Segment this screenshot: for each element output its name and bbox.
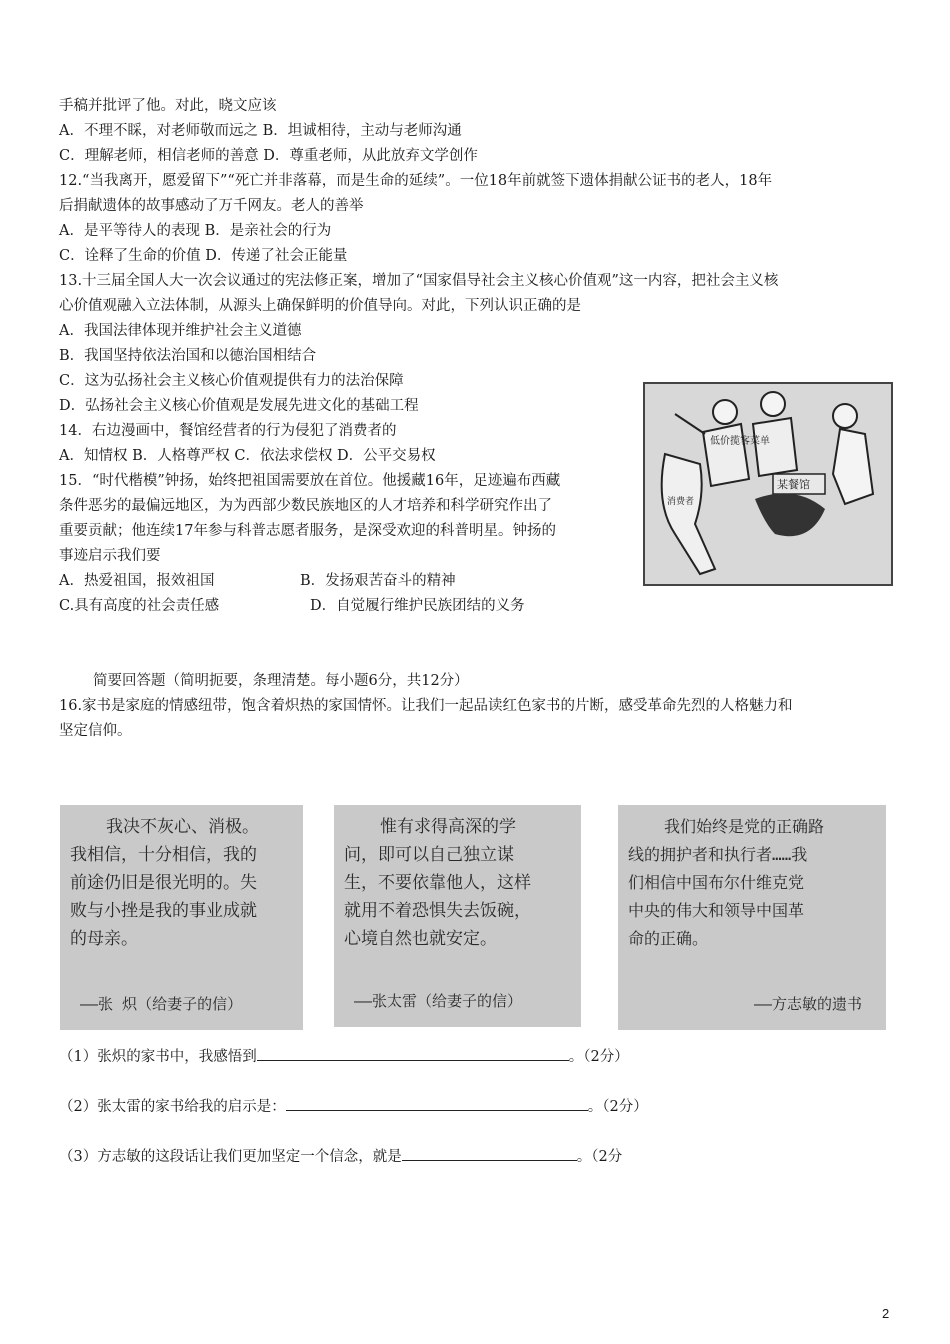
text-line: A．是平等待人的表现 B．是亲社会的行为 bbox=[59, 223, 332, 239]
sub-question-text: （3）方志敏的这段话让我们更加坚定一个信念，就是 bbox=[59, 1149, 402, 1165]
letter-line: 我们始终是党的正确路 bbox=[664, 817, 825, 836]
text-line: 手稿并批评了他。对此，晓文应该 bbox=[59, 98, 277, 114]
q16-line: 16.家书是家庭的情感纽带，饱含着炽热的家国情怀。让我们一起品读红色家书的片断，感受革命先烈的人格魅力和 bbox=[59, 698, 793, 714]
sub-question-3 bbox=[59, 1146, 622, 1166]
text-line: 13.十三届全国人大一次会议通过的宪法修正案，增加了“国家倡导社会主义核心价值观”这一内容，把社会主义核 bbox=[59, 273, 779, 289]
letter-line: 的母亲。 bbox=[70, 929, 138, 949]
text-line: C．这为弘扬社会主义核心价值观提供有力的法治保障 bbox=[59, 373, 404, 389]
q15-option-b: B．发扬艰苦奋斗的精神 bbox=[300, 573, 456, 589]
letter-image-fangzhimin bbox=[618, 805, 886, 1030]
letter-line: 线的拥护者和执行者……我 bbox=[628, 845, 808, 864]
letter-line: 中央的伟大和领导中国革 bbox=[628, 901, 805, 920]
text-line: 后捐献遗体的故事感动了万千网友。老人的善举 bbox=[59, 198, 364, 214]
score-label: 。（2分） bbox=[587, 1099, 648, 1115]
menu1-label: 低价揽客菜单 bbox=[710, 436, 770, 447]
sub-question-text: （1）张炽的家书中，我感悟到 bbox=[59, 1049, 257, 1065]
q15-option-c: C.具有高度的社会责任感 bbox=[59, 598, 220, 614]
text-line: 14．右边漫画中，餐馆经营者的行为侵犯了消费者的 bbox=[59, 423, 397, 439]
text-line: D．弘扬社会主义核心价值观是发展先进文化的基础工程 bbox=[59, 398, 419, 414]
q16-line: 坚定信仰。 bbox=[59, 723, 132, 739]
letter-line: 生，不要依靠他人，这样 bbox=[344, 873, 531, 893]
text-line: A．知情权 B．人格尊严权 C．依法求偿权 D．公平交易权 bbox=[59, 448, 436, 464]
consumer-label: 消费者 bbox=[667, 497, 695, 507]
letter-line: 惟有求得高深的学 bbox=[380, 817, 516, 837]
text-line: 12.“当我离开，愿爱留下”“死亡并非落幕，而是生命的延续”。一位18年前就签下遗体捐献公证书的老人，18年 bbox=[59, 173, 773, 189]
text-line: 事迹启示我们要 bbox=[59, 548, 161, 564]
letter-line: 问，即可以自己独立谋 bbox=[344, 845, 514, 865]
answer-blank[interactable] bbox=[402, 1146, 577, 1161]
letter-line: 败与小挫是我的事业成就 bbox=[70, 901, 257, 921]
q15-option-d: D．自觉履行维护民族团结的义务 bbox=[310, 598, 525, 614]
section-title: 简要回答题（简明扼要，条理清楚。每小题6分，共12分） bbox=[93, 673, 469, 689]
text-line: 重要贡献；他连续17年参与科普志愿者服务，是深受欢迎的科普明星。钟扬的 bbox=[59, 523, 556, 539]
letter-signature: ——方志敏的遗书 bbox=[753, 995, 862, 1013]
sub-question-2 bbox=[59, 1096, 648, 1116]
cartoon-drawing bbox=[645, 384, 891, 584]
text-line: C．诠释了生命的价值 D．传递了社会正能量 bbox=[59, 248, 348, 264]
letter-line: 我决不灰心、消极。 bbox=[106, 817, 259, 837]
text-line: 15．“时代楷模”钟扬，始终把祖国需要放在首位。他援藏16年，足迹遍布西藏 bbox=[59, 473, 561, 489]
text-line: A．不理不睬，对老师敬而远之 B．坦诚相待，主动与老师沟通 bbox=[59, 123, 462, 139]
letter-signature: ——张 炽（给妻子的信） bbox=[80, 995, 243, 1013]
letter-signature: ——张太雷（给妻子的信） bbox=[354, 992, 523, 1010]
sub-question-1 bbox=[59, 1046, 629, 1066]
letter-line: 就用不着恐惧失去饭碗， bbox=[344, 901, 531, 921]
letter-line: 心境自然也就安定。 bbox=[344, 929, 497, 949]
answer-blank[interactable] bbox=[286, 1096, 588, 1111]
letter-image-zhangtailei bbox=[334, 805, 581, 1027]
page-number: 2 bbox=[882, 1306, 890, 1321]
letter-image-zhangchi bbox=[60, 805, 303, 1030]
score-label: 。（2分 bbox=[576, 1149, 623, 1165]
letter-line: 命的正确。 bbox=[628, 929, 709, 948]
shop-label: 某餐馆 bbox=[777, 478, 810, 491]
text-line: C．理解老师，相信老师的善意 D．尊重老师，从此放弃文学创作 bbox=[59, 148, 478, 164]
sub-question-text: （2）张太雷的家书给我的启示是： bbox=[59, 1099, 286, 1115]
q15-option-a: A．热爱祖国，报效祖国 bbox=[59, 573, 215, 589]
letter-line: 我相信，十分相信，我的 bbox=[70, 845, 257, 865]
letter-line: 们相信中国布尔什维克党 bbox=[628, 873, 805, 892]
cartoon-illustration bbox=[643, 382, 893, 586]
text-line: A．我国法律体现并维护社会主义道德 bbox=[59, 323, 302, 339]
letter-line: 前途仍旧是很光明的。失 bbox=[70, 873, 257, 893]
text-line: B．我国坚持依法治国和以德治国相结合 bbox=[59, 348, 317, 364]
score-label: 。（2分） bbox=[568, 1049, 629, 1065]
text-line: 条件恶劣的最偏远地区，为为西部少数民族地区的人才培养和科学研究作出了 bbox=[59, 498, 552, 514]
answer-blank[interactable] bbox=[257, 1046, 569, 1061]
text-line: 心价值观融入立法体制，从源头上确保鲜明的价值导向。对此，下列认识正确的是 bbox=[59, 298, 581, 314]
